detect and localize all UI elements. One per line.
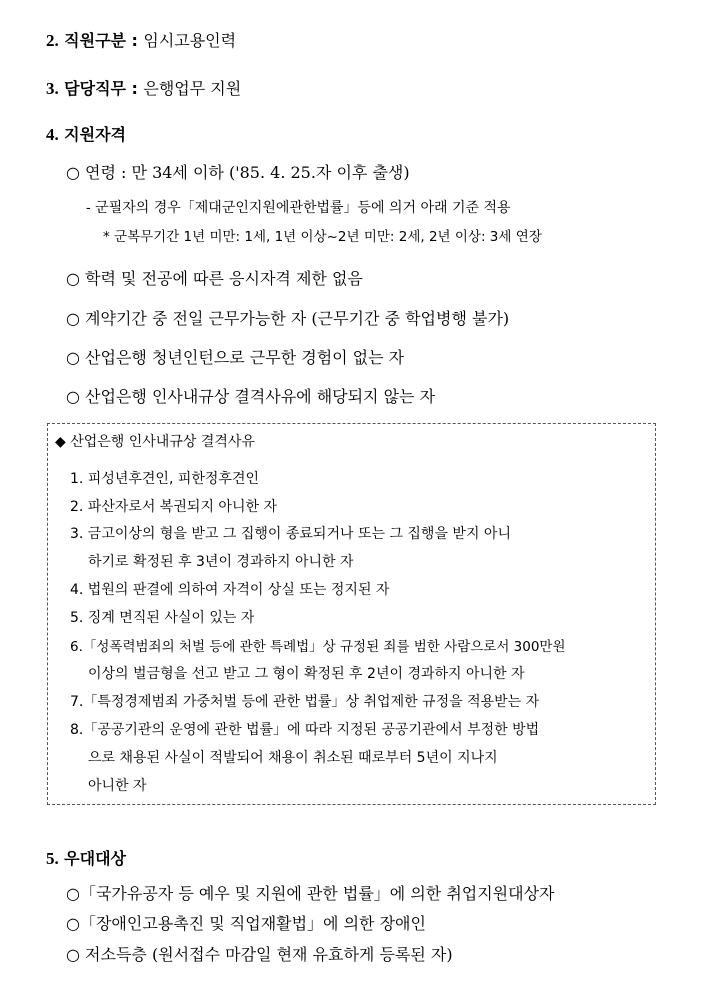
box-line: 1. 피성년후견인, 피한정후견인 — [70, 471, 259, 487]
section-label: 직원구분 : — [64, 31, 138, 50]
requirement-item: ○ 산업은행 인사내규상 결격사유에 해당되지 않는 자 — [66, 387, 436, 406]
section-number: 2. — [46, 31, 59, 50]
section-label: 지원자격 — [64, 125, 126, 144]
box-line: 3. 금고이상의 형을 받고 그 집행이 종료되거나 또는 그 집행을 받지 아니 — [70, 526, 511, 542]
section-5-heading — [46, 846, 126, 869]
box-line: 5. 징계 면직된 사실이 있는 자 — [70, 610, 255, 626]
section-number: 4. — [46, 125, 59, 144]
box-line: 6.「성폭력범죄의 처벌 등에 관한 특례법」상 규정된 죄를 범한 사람으로서 300만원 — [70, 639, 566, 655]
box-line: 으로 채용된 사실이 적발되어 채용이 취소된 때로부터 5년이 지나지 — [88, 750, 498, 766]
requirement-item: ○ 학력 및 전공에 따른 응시자격 제한 없음 — [66, 269, 363, 288]
military-detail: * 군복무기간 1년 미만: 1세, 1년 이상~2년 미만: 2세, 2년 이상: 3세 연장 — [103, 229, 542, 245]
section-value: 임시고용인력 — [143, 31, 237, 50]
preference-item: ○「국가유공자 등 예우 및 지원에 관한 법률」에 의한 취업지원대상자 — [66, 884, 555, 903]
section-value: 은행업무 지원 — [143, 79, 242, 98]
box-line: 아니한 자 — [88, 778, 147, 794]
requirement-item: ○ 계약기간 중 전일 근무가능한 자 (근무기간 중 학업병행 불가) — [66, 309, 510, 328]
preference-item: ○「장애인고용촉진 및 직업재활법」에 의한 장애인 — [66, 914, 426, 933]
section-label: 담당직무 : — [64, 79, 138, 98]
section-number: 3. — [46, 79, 59, 98]
military-note: - 군필자의 경우「제대군인지원에관한법률」등에 의거 아래 기준 적용 — [86, 200, 511, 216]
box-line: 이상의 벌금형을 선고 받고 그 형이 확정된 후 2년이 경과하지 아니한 자 — [88, 666, 525, 682]
box-line: 2. 파산자로서 복권되지 아니한 자 — [70, 499, 277, 515]
box-line: 8.「공공기관의 운영에 관한 법률」에 따라 지정된 공공기관에서 부정한 방법 — [70, 722, 540, 738]
age-requirement: ○ 연령 : 만 34세 이하 ('85. 4. 25.자 이후 출생) — [66, 163, 410, 182]
box-line: 하기로 확정된 후 3년이 경과하지 아니한 자 — [88, 554, 354, 570]
section-3-heading — [46, 76, 241, 99]
section-2-heading — [46, 28, 236, 51]
box-line: 4. 법원의 판결에 의하여 자격이 상실 또는 정지된 자 — [70, 582, 390, 598]
box-line: 7.「특정경제범죄 가중처벌 등에 관한 법률」상 취업제한 규정을 적용받는 자 — [70, 694, 540, 710]
preference-item: ○ 저소득층 (원서접수 마감일 현재 유효하게 등록된 자) — [66, 945, 453, 964]
section-number: 5. — [46, 849, 59, 868]
requirement-item: ○ 산업은행 청년인턴으로 근무한 경험이 없는 자 — [66, 348, 405, 367]
box-title: ◆ 산업은행 인사내규상 결격사유 — [55, 434, 255, 450]
section-label: 우대대상 — [64, 849, 126, 868]
section-4-heading — [46, 122, 126, 145]
